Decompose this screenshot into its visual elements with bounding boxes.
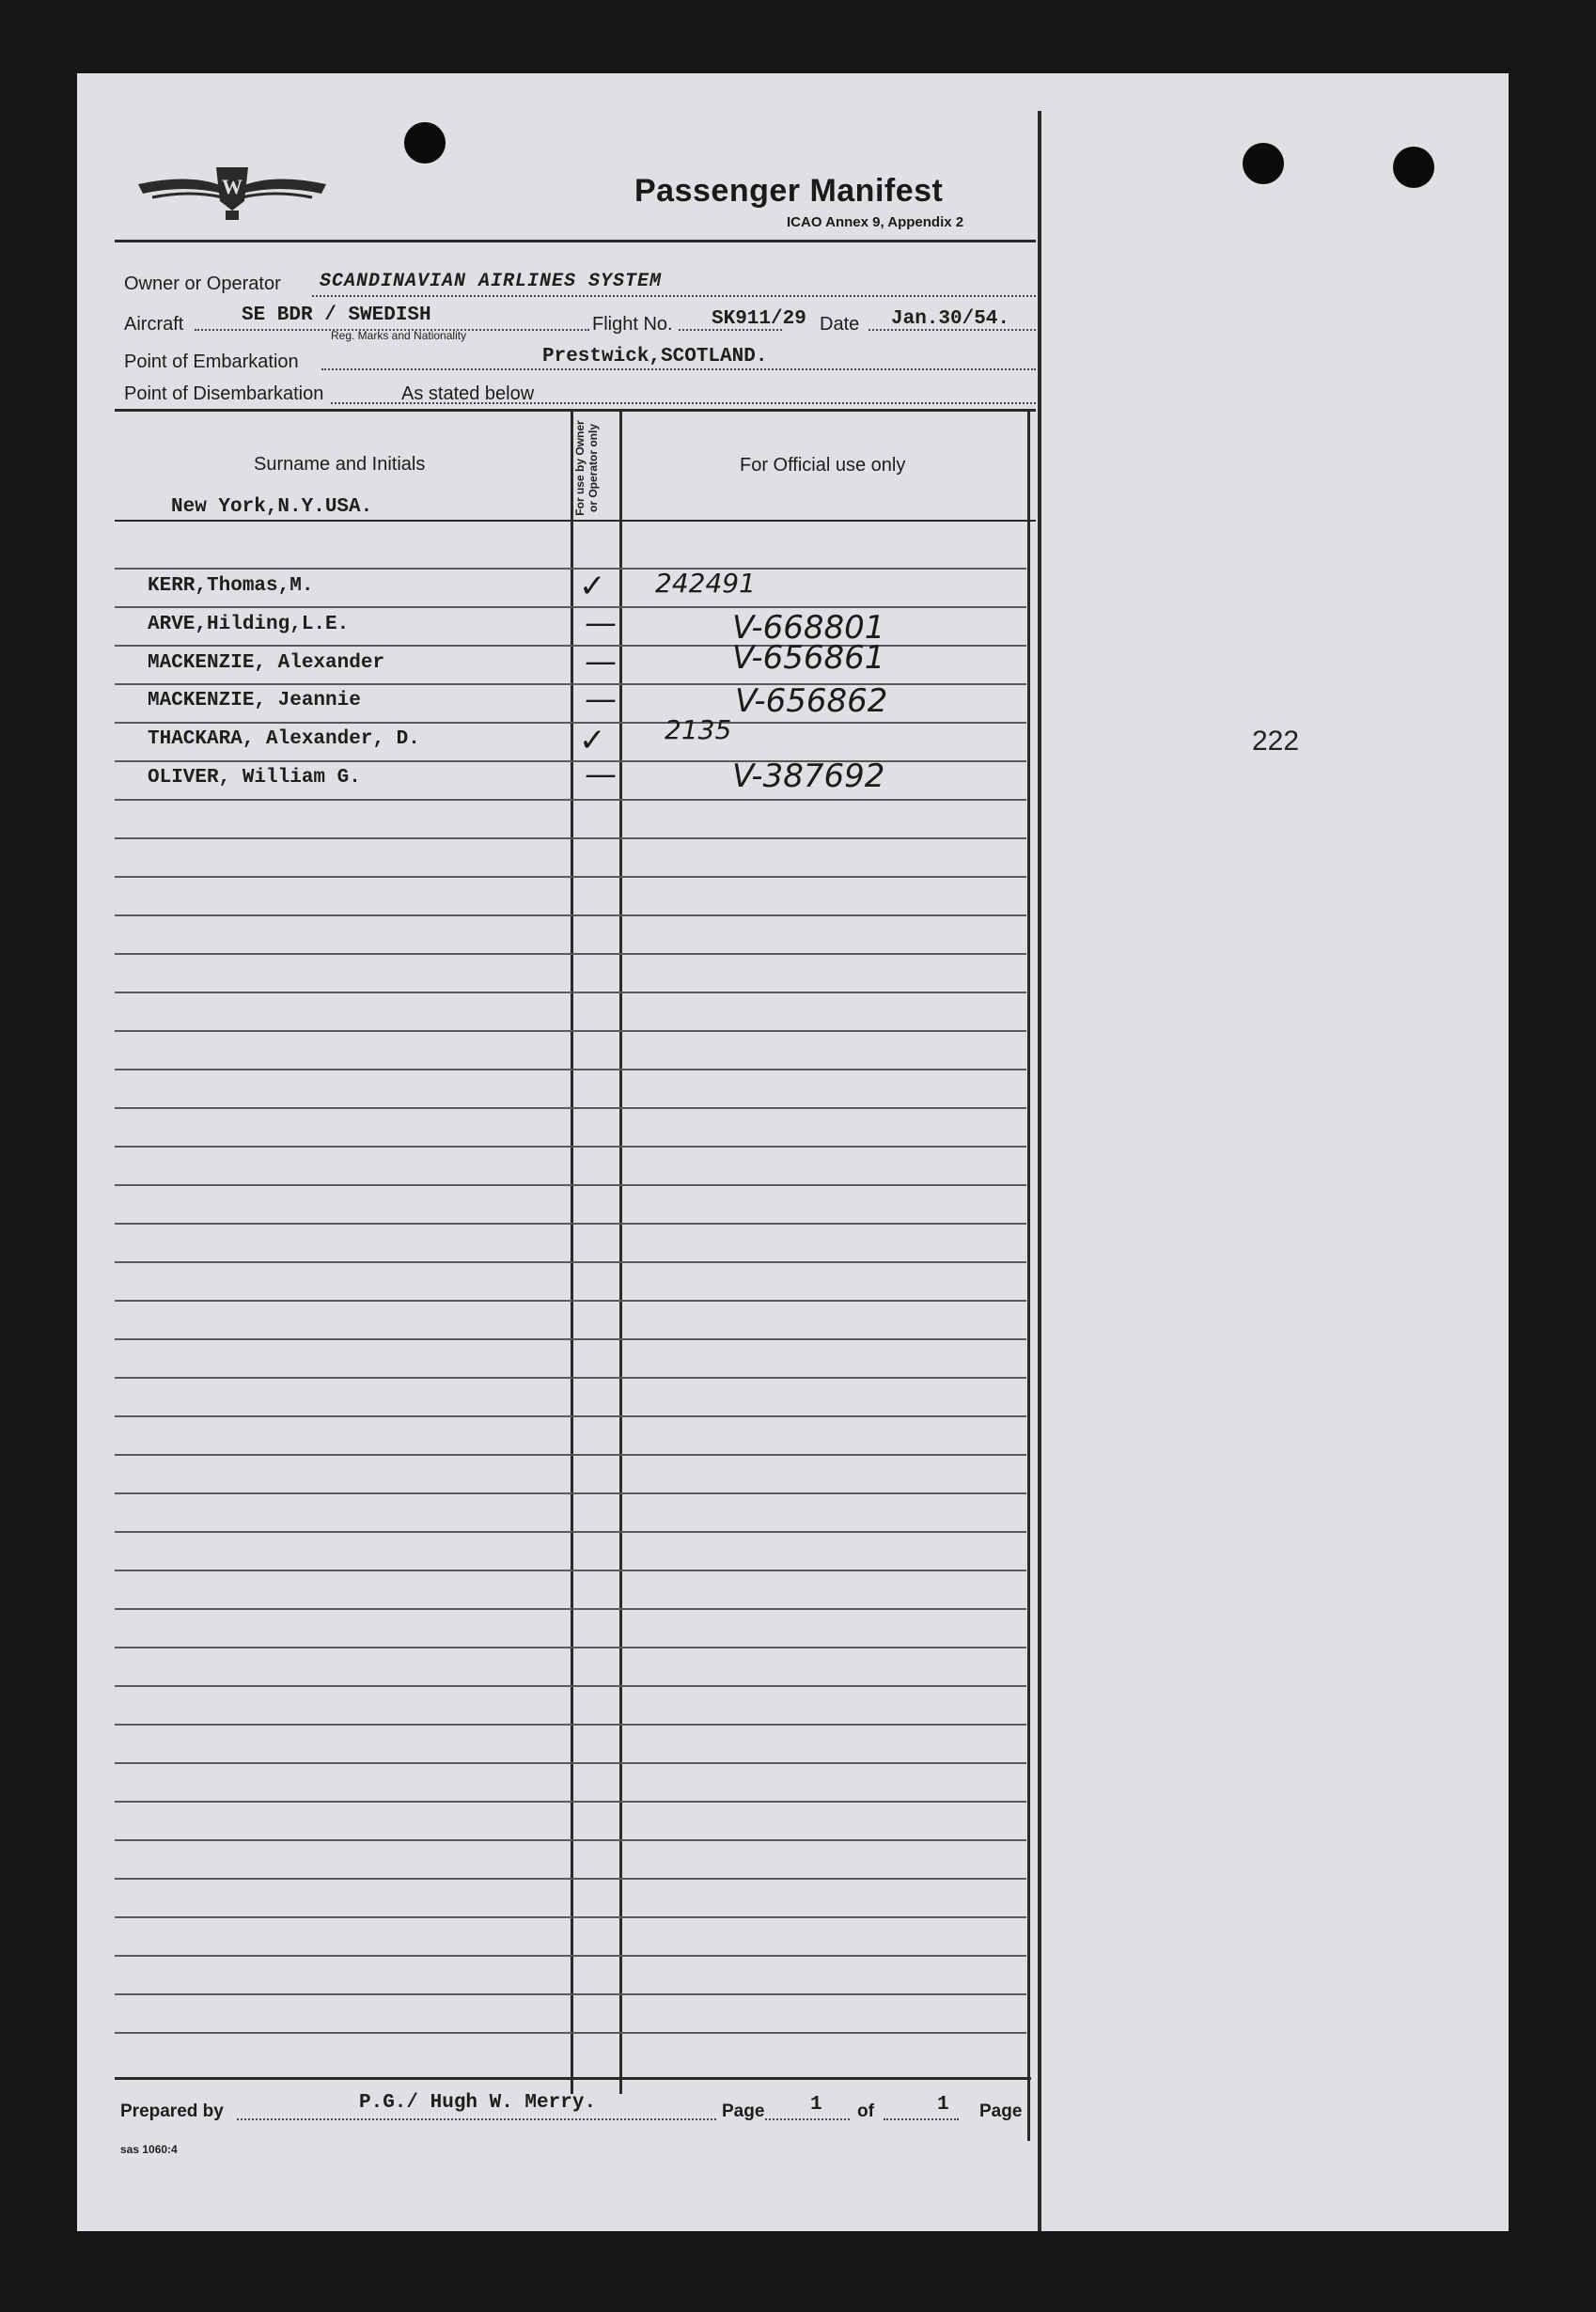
official-number: V-656861: [732, 639, 885, 677]
table-rule-line: [115, 837, 1026, 839]
flight-label: Flight No.: [592, 314, 673, 335]
divider: [115, 520, 1036, 522]
table-rule-line: [115, 1531, 1026, 1533]
official-number: V-656862: [735, 682, 888, 720]
table-rule-line: [115, 1492, 1026, 1494]
operator-mark: —: [585, 680, 617, 718]
table-rule-line: [115, 1955, 1026, 1957]
table-rule-line: [115, 760, 1026, 762]
punch-hole: [1393, 147, 1434, 188]
embarkation-label: Point of Embarkation: [124, 351, 299, 372]
of-label: of: [857, 2101, 874, 2121]
table-rule-line: [115, 2032, 1026, 2034]
prepared-by-label: Prepared by: [120, 2101, 224, 2121]
table-rule-line: [115, 1801, 1026, 1803]
operator-mark: ✓: [579, 568, 606, 605]
owner-label: Owner or Operator: [124, 273, 281, 294]
table-rule-line: [115, 876, 1026, 878]
table-rule-line: [115, 953, 1026, 955]
table-rule-line: [115, 645, 1026, 647]
pages-label: Page: [979, 2101, 1023, 2121]
aircraft-label: Aircraft: [124, 314, 184, 335]
table-rule-line: [115, 1184, 1026, 1186]
table-rule-line: [115, 1415, 1026, 1417]
manifest-sheet: [77, 73, 1509, 2231]
passenger-name: ARVE,Hilding,L.E.: [148, 614, 350, 635]
operator-mark: —: [585, 604, 617, 642]
table-rule-line: [115, 914, 1026, 916]
table-rule-line: [115, 1107, 1026, 1109]
table-rule-line: [115, 1377, 1026, 1379]
flight-value: SK911/29: [712, 308, 806, 330]
manifest-form: [77, 73, 1038, 2231]
table-rule-line: [115, 1878, 1026, 1880]
date-label: Date: [820, 314, 860, 335]
page-total: 1: [937, 2094, 949, 2116]
table-rule-line: [115, 799, 1026, 801]
table-rule-line: [115, 1570, 1026, 1571]
table-rule-line: [115, 1839, 1026, 1841]
form-edge: [1038, 111, 1041, 2231]
page-title: Passenger Manifest: [634, 173, 944, 209]
reg-marks-note: Reg. Marks and Nationality: [331, 329, 467, 342]
table-rule-line: [115, 1146, 1026, 1148]
disembarkation-label: Point of Disembarkation: [124, 383, 324, 404]
divider: [115, 2077, 1031, 2080]
embarkation-value: Prestwick,SCOTLAND.: [542, 346, 768, 367]
table-rule-line: [115, 1993, 1026, 1995]
official-number: 242491: [655, 568, 756, 599]
table-rule-line: [115, 1724, 1026, 1726]
passenger-name: MACKENZIE, Alexander: [148, 652, 385, 674]
table-rule-line: [115, 1608, 1026, 1610]
table-rule-line: [115, 1762, 1026, 1764]
disembarkation-value: As stated below: [401, 383, 535, 404]
column-divider: [1027, 412, 1030, 2141]
official-number: V-668801: [732, 609, 885, 647]
date-value: Jan.30/54.: [891, 308, 1010, 330]
table-rule-line: [115, 606, 1026, 608]
airline-logo-icon: [133, 156, 331, 222]
page-subtitle: ICAO Annex 9, Appendix 2: [787, 214, 964, 230]
table-rule-line: [115, 992, 1026, 993]
archive-stamp: 222: [1252, 726, 1300, 757]
passenger-name: MACKENZIE, Jeannie: [148, 690, 361, 711]
svg-text:W: W: [222, 175, 243, 198]
official-number: V-387692: [732, 758, 885, 795]
page-label: Page: [722, 2101, 765, 2121]
divider: [115, 240, 1036, 242]
table-rule-line: [115, 1454, 1026, 1456]
divider: [115, 409, 1036, 412]
col-name-header: Surname and Initials: [254, 454, 426, 475]
table-rule-line: [115, 1916, 1026, 1918]
operator-mark: —: [585, 643, 617, 680]
table-rule-line: [115, 568, 1026, 570]
column-divider: [619, 412, 622, 2094]
operator-mark: ✓: [579, 722, 606, 759]
passenger-name: KERR,Thomas,M.: [148, 575, 314, 597]
table-rule-line: [115, 1338, 1026, 1340]
table-rule-line: [115, 1223, 1026, 1225]
table-rule-line: [115, 1261, 1026, 1263]
punch-hole: [1243, 143, 1284, 184]
official-number: 2135: [665, 714, 732, 745]
destination-value: New York,N.Y.USA.: [171, 496, 373, 518]
aircraft-value: SE BDR / SWEDISH: [242, 305, 431, 326]
table-rule-line: [115, 1685, 1026, 1687]
table-rule-line: [115, 683, 1026, 685]
table-rule-line: [115, 722, 1026, 724]
table-rule-line: [115, 1647, 1026, 1648]
page-number: 1: [810, 2094, 822, 2116]
table-rule-line: [115, 1030, 1026, 1032]
table-rule-line: [115, 1069, 1026, 1070]
table-rule-line: [115, 1300, 1026, 1302]
owner-value: SCANDINAVIAN AIRLINES SYSTEM: [320, 271, 663, 292]
col-check-header: For use by Owner or Operator only: [573, 420, 600, 516]
column-divider: [571, 412, 573, 2094]
passenger-name: THACKARA, Alexander, D.: [148, 728, 420, 750]
passenger-name: OLIVER, William G.: [148, 767, 361, 789]
operator-mark: —: [585, 756, 617, 793]
form-code: sas 1060:4: [120, 2143, 178, 2156]
col-official-header: For Official use only: [740, 455, 906, 476]
prepared-by-value: P.G./ Hugh W. Merry.: [359, 2092, 597, 2114]
